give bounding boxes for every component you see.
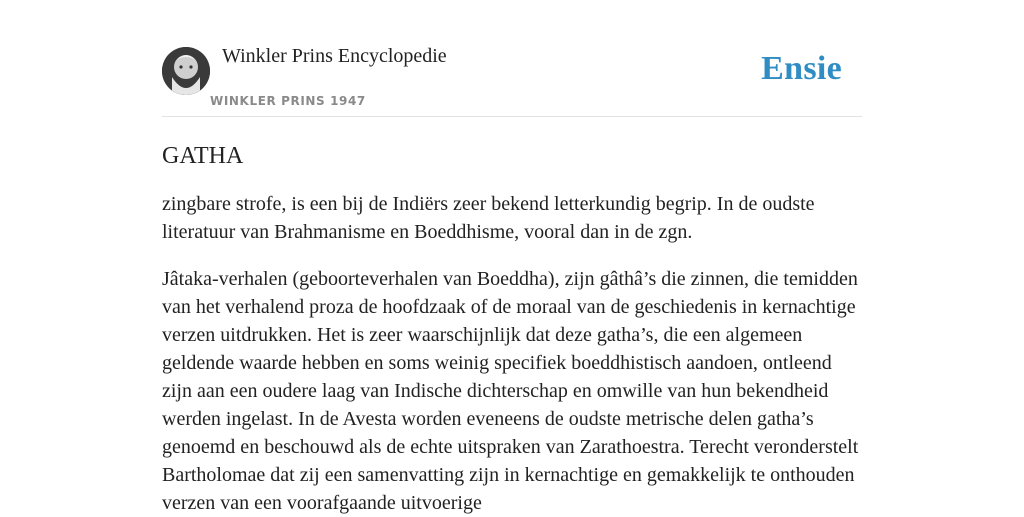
article-container: [162, 0, 862, 517]
source-title[interactable]: Winkler Prins Encyclopedie: [222, 45, 447, 67]
source-subtitle[interactable]: WINKLER PRINS 1947: [210, 94, 366, 108]
article-paragraph: zingbare strofe, is een bij de Indiërs zeer bekend letterkundig begrip. In de oudste literatuur van Brahmanisme en Boeddhisme, vooral dan in de zgn.: [162, 193, 815, 243]
article-paragraph: Jâtaka-verhalen (geboorteverhalen van Boeddha), zijn gâthâ’s die zinnen, die temidden van het verhalend proza de hoofdzaak of de moraal van de geschiedenis in kernachtige verzen uitdrukken. Het is zeer waarschijnlijk dat deze gatha’s, die een algemeen geldende waarde hebben en soms weinig specifiek boeddhistisch aandoen, ontleend zijn aan een oudere laag van Indische dichterschap en omwille van hun bekendheid werden ingelast. In de Avesta worden eveneens de oudste metrische delen gatha’s genoemd en beschouwd als de echte uitspraken van Zarathoestra. Terecht veronderstelt Bartholomae dat zij een samenvatting zijn in kernachtige en gemakkelijk te onthouden verzen van een voorafgaande uitvoerige: [162, 268, 859, 514]
brand-logo[interactable]: Ensie: [761, 50, 842, 87]
article-header: [162, 0, 862, 117]
author-portrait-icon[interactable]: [162, 47, 210, 95]
article-title: GATHA: [162, 143, 244, 169]
